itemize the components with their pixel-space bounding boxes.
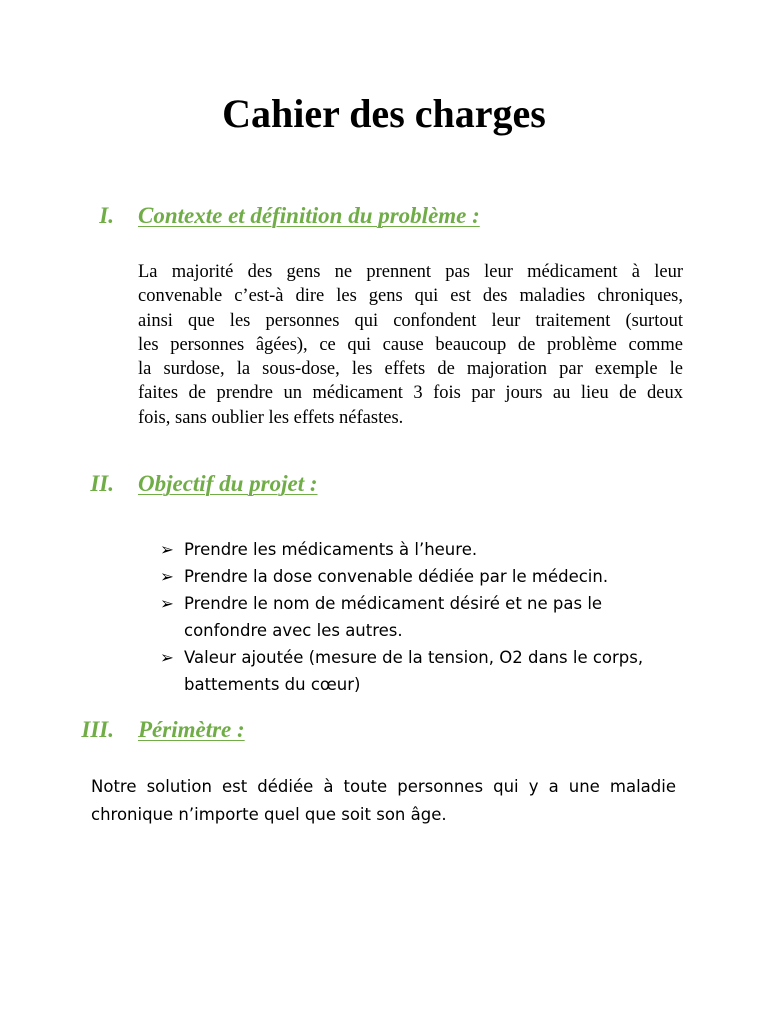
paragraph-line: la surdose, la sous-dose, les effets de majoration par exemple le	[138, 359, 683, 380]
section-number: III.	[81, 717, 114, 742]
list-item	[160, 644, 680, 698]
section-number: II.	[90, 471, 114, 496]
arrow-bullet-icon: ➢	[160, 648, 174, 667]
section-title: Contexte et définition du problème :	[138, 203, 480, 228]
list-item-text: battements du cœur)	[184, 675, 361, 694]
arrow-bullet-icon: ➢	[160, 594, 174, 613]
list-item-text: Valeur ajoutée (mesure de la tension, O2 dans le corps,	[184, 648, 644, 667]
list-item-text: confondre avec les autres.	[184, 621, 403, 640]
arrow-bullet-icon: ➢	[160, 540, 174, 559]
paragraph-line: Notre solution est dédiée à toute personnes qui y a une maladie	[91, 777, 676, 796]
paragraph-line: chronique n’importe quel que soit son âge.	[91, 805, 447, 824]
list-item	[160, 536, 680, 563]
paragraph-line: ainsi que les personnes qui confondent leur traitement (surtout	[138, 310, 683, 331]
objective-list	[160, 536, 680, 698]
list-item	[160, 563, 680, 590]
paragraph-line: convenable c’est-à dire les gens qui est des maladies chroniques,	[138, 286, 683, 307]
list-item-text: Prendre le nom de médicament désiré et ne pas le	[184, 594, 603, 613]
paragraph-line: fois, sans oublier les effets néfastes.	[138, 407, 404, 428]
arrow-bullet-icon: ➢	[160, 567, 174, 586]
list-item	[160, 590, 680, 644]
section-title: Objectif du projet :	[138, 471, 318, 496]
section-number: I.	[99, 203, 114, 228]
paragraph-line: La majorité des gens ne prennent pas leur médicament à leur	[138, 262, 683, 282]
paragraph-line: faites de prendre un médicament 3 fois par jours au lieu de deux	[138, 383, 683, 404]
list-item-text: Prendre les médicaments à l’heure.	[184, 540, 478, 559]
document-title: Cahier des charges	[222, 91, 546, 136]
paragraph-line: les personnes âgées), ce qui cause beaucoup de problème comme	[138, 334, 683, 355]
section-title: Périmètre :	[138, 717, 245, 742]
context-paragraph	[138, 260, 683, 430]
scope-paragraph	[91, 773, 676, 829]
list-item-text: Prendre la dose convenable dédiée par le médecin.	[184, 567, 609, 586]
